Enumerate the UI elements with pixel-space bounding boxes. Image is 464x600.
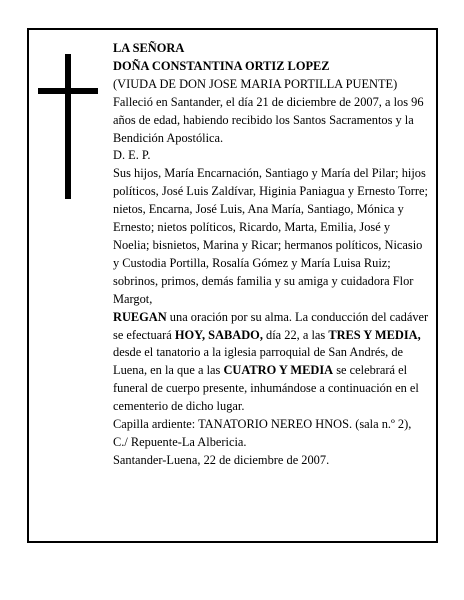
notice-title: LA SEÑORA [113,41,185,55]
cross-icon [38,54,98,199]
ruegan-keyword: RUEGAN [113,309,167,324]
place-date: Santander-Luena, 22 de diciembre de 2007. [113,452,330,467]
request-text-2: día 22, a las [262,327,329,342]
family-list: Sus hijos, María Encarnación, Santiago y María del Pilar; hijos políticos, José Luis Zaldívar, Higinia Paniagua y Ernesto Torre; nietos, Encarna, José Luis, Ana María, Santiago, Mónica y Ernesto; nietos políticos, Ricardo, Marta, Emilia, José y Noelia; bisnietos, Marina y Ricar; hermanos políticos, Nicasio y Custodia Portilla, Rosalía Gómez y María Luisa Ruiz; sobrinos, primos, demás familia y su amiga y cuidadora Flor Margot, [113,166,428,306]
request-text-1: una oración por su alma. La conducción del cadáver se efectuará [113,309,429,342]
conduction-time: TRES Y MEDIA, [328,327,421,342]
request-text-4: se celebrará el funeral de cuerpo presente, inhumándose a continuación en el cementerio de dicho lugar. [113,363,419,414]
rest-in-peace: D. E. P. [113,148,151,163]
chapel-info: Capilla ardiente: TANATORIO NEREO HNOS. (sala n.º 2), C./ Repuente-La Albericia. [113,417,412,449]
obituary-text [113,40,429,470]
funeral-day: HOY, SABADO, [174,327,263,342]
deceased-name: DOÑA CONSTANTINA ORTIZ LOPEZ [113,58,330,73]
widow-line: (VIUDA DE DON JOSE MARIA PORTILLA PUENTE) [113,76,398,91]
death-announcement: Falleció en Santander, el día 21 de diciembre de 2007, a los 96 años de edad, habiendo recibido los Santos Sacramentos y la Bendición Apostólica. [113,94,424,145]
cross-horizontal-bar [38,88,98,94]
request-text-3: desde el tanatorio a la iglesia parroquial de San Andrés, de Luena, en la que a las [113,345,404,378]
funeral-time: CUATRO Y MEDIA [223,363,334,378]
funeral-request [113,309,429,416]
cross-vertical-bar [65,54,71,199]
